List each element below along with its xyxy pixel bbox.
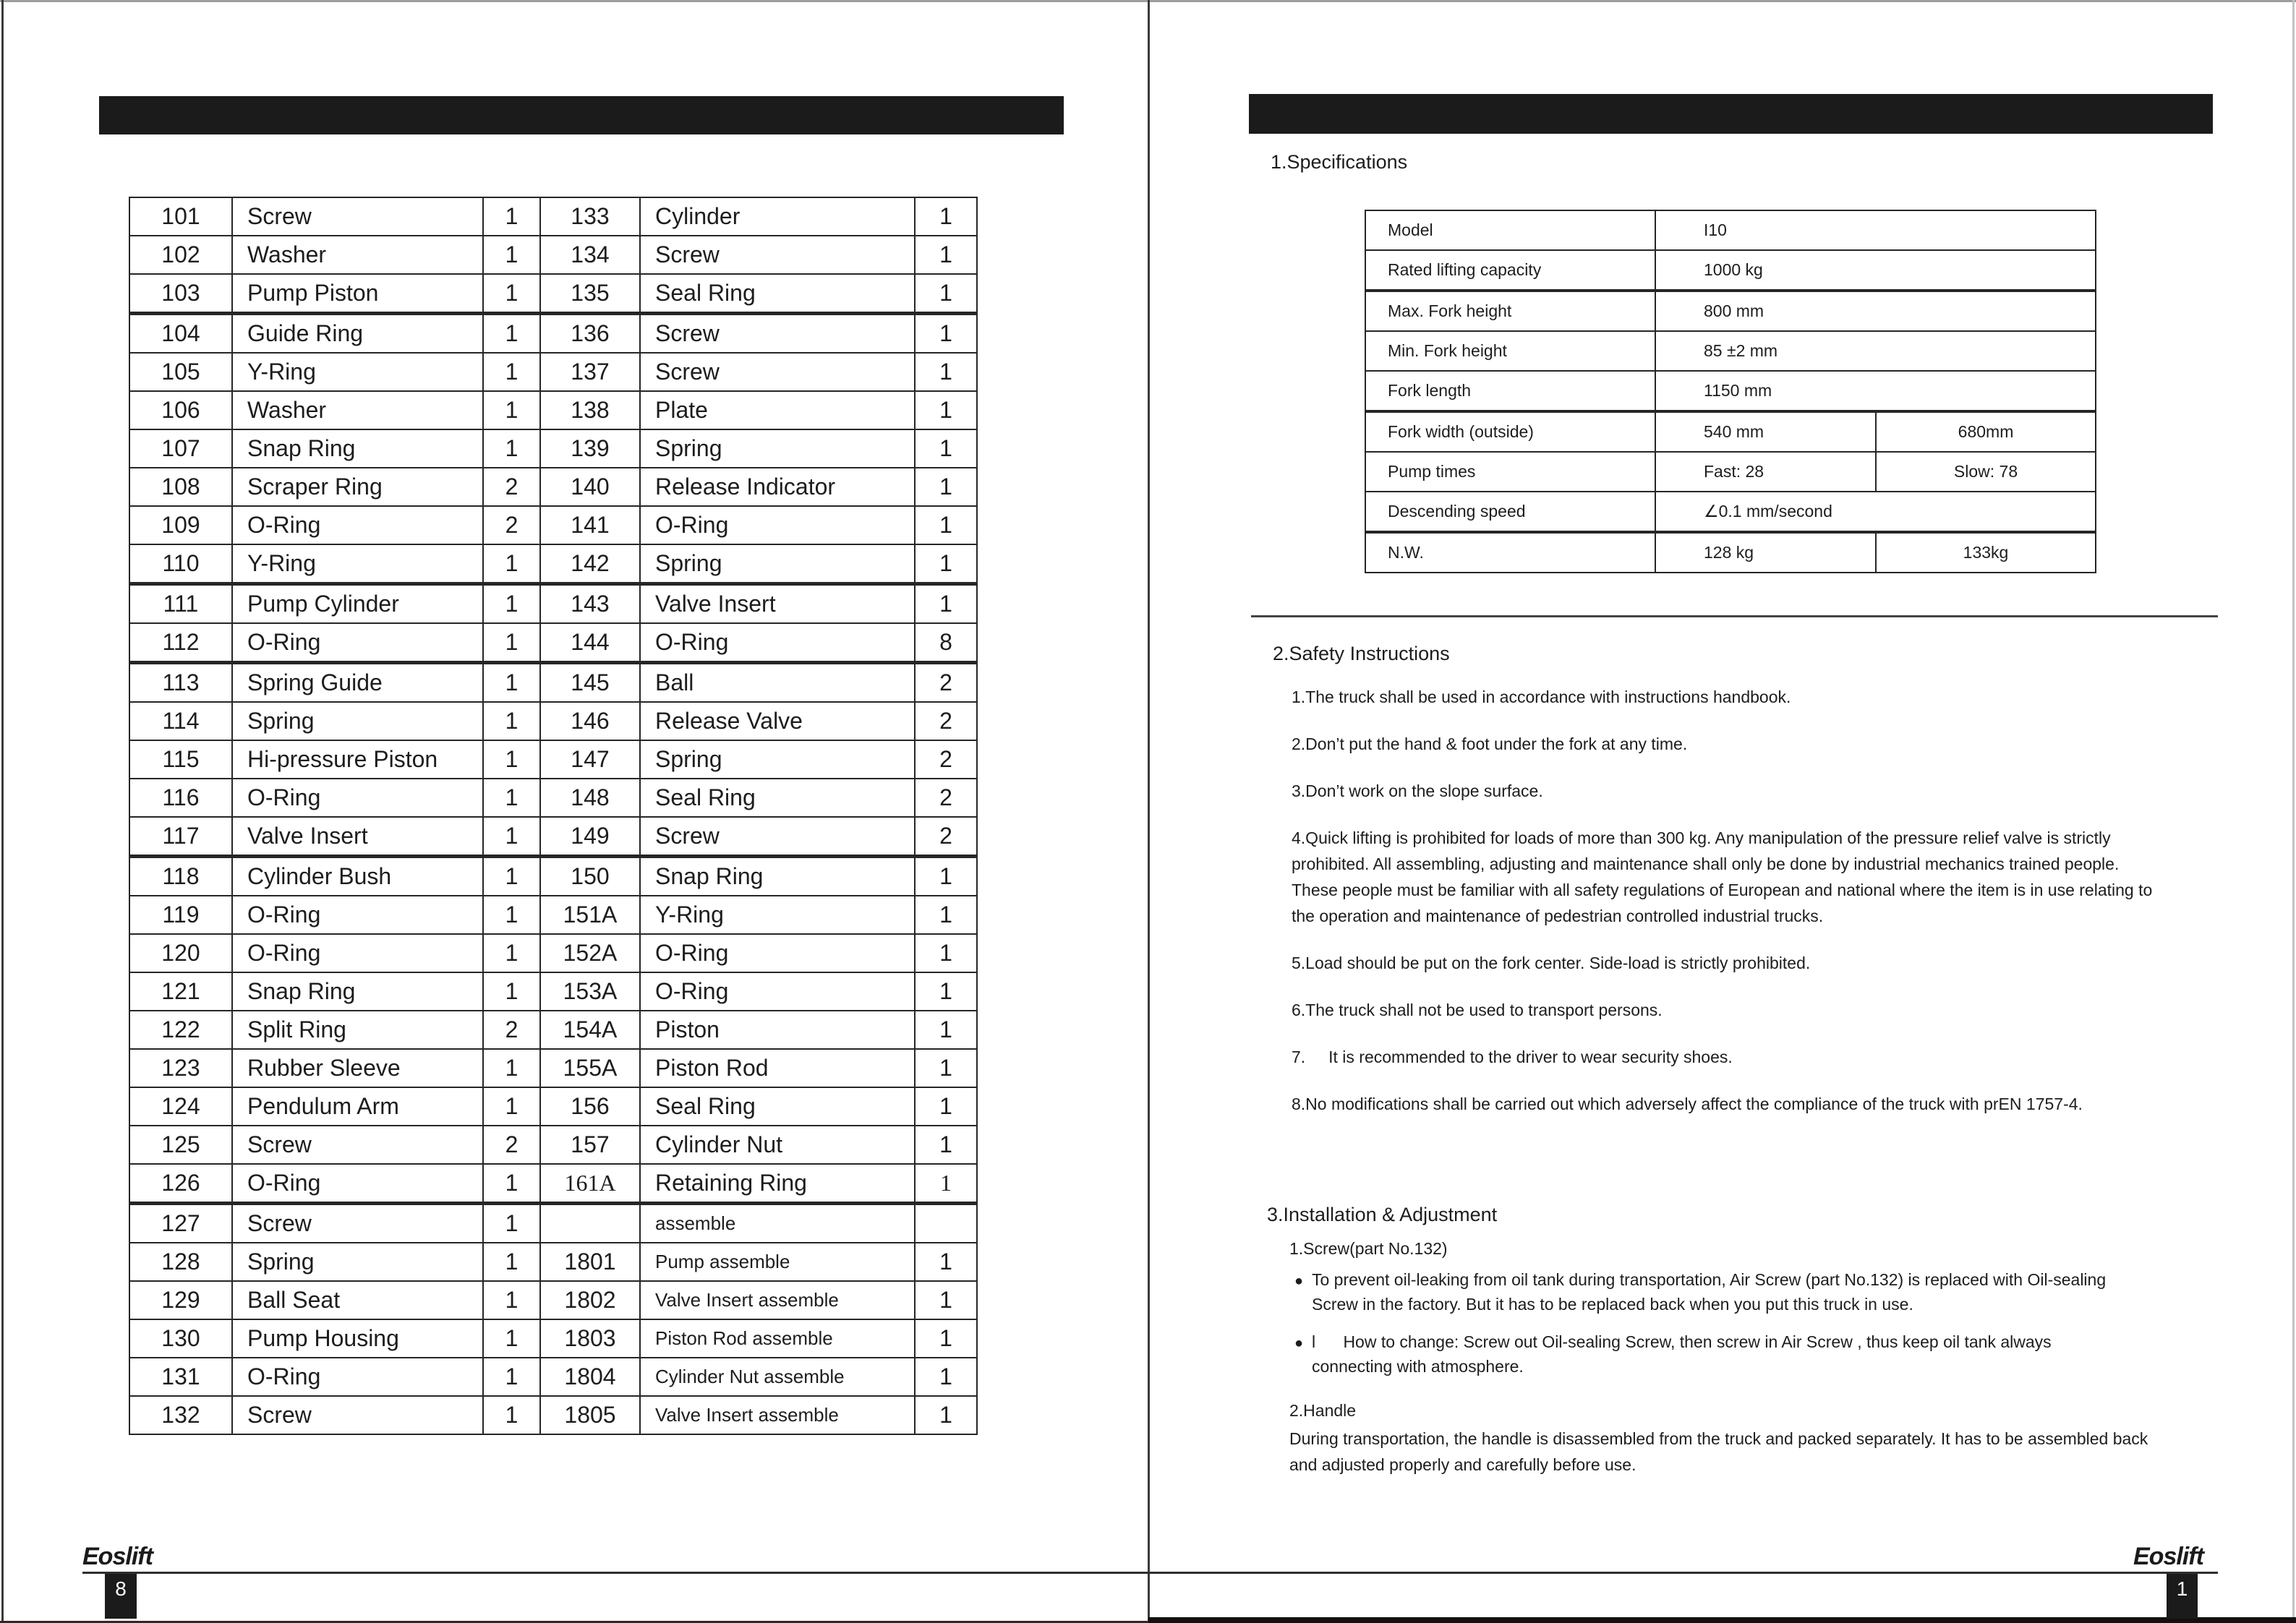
- page-right-edge: [2292, 0, 2295, 1623]
- part-number-left: 112: [129, 623, 232, 663]
- part-qty-left: 1: [483, 429, 540, 468]
- part-name-right: O-Ring: [640, 623, 915, 663]
- part-qty-right: 2: [915, 702, 977, 740]
- part-name-left: O-Ring: [232, 623, 483, 663]
- part-qty-left: 1: [483, 1087, 540, 1126]
- part-qty-left: 2: [483, 1126, 540, 1164]
- spec-value: 540 mm: [1655, 411, 1876, 452]
- table-row: [129, 274, 977, 314]
- part-qty-left: 1: [483, 702, 540, 740]
- part-name-right: Spring: [640, 429, 915, 468]
- part-number-left: 121: [129, 972, 232, 1011]
- part-name-right: Spring: [640, 740, 915, 779]
- part-number-right: 139: [540, 429, 640, 468]
- part-name-right: Release Indicator: [640, 468, 915, 506]
- part-number-right: 154A: [540, 1011, 640, 1049]
- part-number-right: 152A: [540, 934, 640, 972]
- part-qty-left: 1: [483, 779, 540, 817]
- brand-logo-right: Eoslift: [2133, 1543, 2203, 1570]
- part-qty-right: 1: [915, 274, 977, 314]
- part-name-right: Screw: [640, 353, 915, 391]
- table-row: [129, 1164, 977, 1204]
- part-number-right: 149: [540, 817, 640, 857]
- part-name-left: Pump Cylinder: [232, 584, 483, 624]
- spec-label: Fork width (outside): [1365, 411, 1655, 452]
- part-name-right: Cylinder Nut assemble: [640, 1358, 915, 1396]
- part-number-left: 104: [129, 314, 232, 354]
- part-qty-right: 8: [915, 623, 977, 663]
- part-name-left: Pump Piston: [232, 274, 483, 314]
- table-row: [129, 1358, 977, 1396]
- part-name-right: O-Ring: [640, 506, 915, 544]
- installation-sub1: 1.Screw(part No.132): [1289, 1239, 1448, 1258]
- part-name-left: Valve Insert: [232, 817, 483, 857]
- part-qty-left: 2: [483, 506, 540, 544]
- part-number-left: 102: [129, 236, 232, 274]
- part-number-right: 155A: [540, 1049, 640, 1087]
- part-qty-right: 1: [915, 1319, 977, 1358]
- spec-label: N.W.: [1365, 532, 1655, 573]
- part-qty-right: 1: [915, 1358, 977, 1396]
- part-qty-right: 2: [915, 817, 977, 857]
- table-row: [129, 1126, 977, 1164]
- part-name-right: Screw: [640, 314, 915, 354]
- safety-instruction-item: 1.The truck shall be used in accordance with instructions handbook.: [1292, 688, 1791, 706]
- table-row: [129, 1396, 977, 1434]
- part-name-right: Pump assemble: [640, 1243, 915, 1281]
- parts-list-table: [129, 197, 978, 1435]
- part-name-right: Piston: [640, 1011, 915, 1049]
- page-left-edge: [1, 0, 4, 1623]
- part-qty-right: 1: [915, 1281, 977, 1319]
- part-qty-left: 1: [483, 623, 540, 663]
- part-number-left: 126: [129, 1164, 232, 1204]
- part-name-right: Seal Ring: [640, 1087, 915, 1126]
- part-qty-right: 2: [915, 663, 977, 703]
- table-row: [129, 1204, 977, 1243]
- part-qty-right: 1: [915, 236, 977, 274]
- part-number-left: 107: [129, 429, 232, 468]
- spec-label: Rated lifting capacity: [1365, 250, 1655, 291]
- part-name-right: assemble: [640, 1204, 915, 1243]
- spec-value: I10: [1655, 210, 2096, 250]
- page-number-right: 1: [2167, 1574, 2198, 1619]
- spec-label: Descending speed: [1365, 492, 1655, 532]
- part-number-right: 1804: [540, 1358, 640, 1396]
- part-name-right: Cylinder: [640, 197, 915, 236]
- part-name-left: Screw: [232, 1204, 483, 1243]
- spec-row-descending-speed: [1365, 492, 2096, 532]
- bullet-icon: ●: [1294, 1273, 1304, 1289]
- part-number-right: 135: [540, 274, 640, 314]
- safety-instruction-item: 2.Don’t put the hand & foot under the fork at any time.: [1292, 735, 1688, 753]
- part-qty-right: 1: [915, 1164, 977, 1204]
- parts-list-table-wrap: [129, 197, 978, 1435]
- table-row: [129, 353, 977, 391]
- footer-rule: [82, 1572, 2218, 1574]
- part-number-left: 103: [129, 274, 232, 314]
- table-row: [129, 506, 977, 544]
- part-qty-left: 1: [483, 314, 540, 354]
- spec-value: 85 ±2 mm: [1655, 331, 2096, 371]
- part-name-right: Ball: [640, 663, 915, 703]
- part-name-right: Cylinder Nut: [640, 1126, 915, 1164]
- part-number-right: 141: [540, 506, 640, 544]
- part-number-right: 151A: [540, 896, 640, 934]
- spec-label: Fork length: [1365, 371, 1655, 411]
- installation-bullet-list: [1294, 1267, 2133, 1379]
- part-number-left: 101: [129, 197, 232, 236]
- part-qty-right: 2: [915, 779, 977, 817]
- bullet-text: l How to change: Screw out Oil-sealing Screw, then screw in Air Screw , thus keep oil tank always connecting with atmosphere.: [1312, 1332, 2052, 1376]
- part-name-left: Washer: [232, 236, 483, 274]
- table-row: [129, 779, 977, 817]
- spec-label: Min. Fork height: [1365, 331, 1655, 371]
- spec-value: 1150 mm: [1655, 371, 2096, 411]
- part-number-right: 1805: [540, 1396, 640, 1434]
- part-qty-left: 1: [483, 584, 540, 624]
- spec-table-wrap: [1365, 210, 2096, 573]
- spec-row-fork-width: [1365, 411, 2096, 452]
- part-qty-left: 1: [483, 857, 540, 896]
- part-name-left: Pendulum Arm: [232, 1087, 483, 1126]
- part-number-left: 129: [129, 1281, 232, 1319]
- part-number-right: 142: [540, 544, 640, 584]
- table-row: [129, 972, 977, 1011]
- part-number-left: 106: [129, 391, 232, 429]
- part-qty-left: 1: [483, 740, 540, 779]
- part-name-right: Valve Insert assemble: [640, 1396, 915, 1434]
- installation-bullet: [1294, 1267, 2133, 1316]
- table-row: [129, 197, 977, 236]
- part-qty-right: 1: [915, 429, 977, 468]
- part-name-left: Spring: [232, 702, 483, 740]
- part-qty-right: 1: [915, 314, 977, 354]
- part-name-left: Screw: [232, 1396, 483, 1434]
- part-number-left: 109: [129, 506, 232, 544]
- spec-value-alt: Slow: 78: [1876, 452, 2096, 492]
- part-name-right: Retaining Ring: [640, 1164, 915, 1204]
- handle-paragraph: During transportation, the handle is disassembled from the truck and packed separately. It has to be assembled back and adjusted properly and carefully before use.: [1289, 1429, 2148, 1474]
- part-qty-left: 1: [483, 1319, 540, 1358]
- part-number-left: 111: [129, 584, 232, 624]
- part-qty-right: 1: [915, 896, 977, 934]
- part-qty-left: 1: [483, 934, 540, 972]
- spec-row-model: [1365, 210, 2096, 250]
- part-number-right: 147: [540, 740, 640, 779]
- part-number-right: 146: [540, 702, 640, 740]
- part-number-left: 110: [129, 544, 232, 584]
- spec-value: 1000 kg: [1655, 250, 2096, 291]
- bottom-edge-right: [1148, 1617, 2296, 1623]
- table-row: [129, 1319, 977, 1358]
- part-number-left: 119: [129, 896, 232, 934]
- safety-instruction-item: 7. It is recommended to the driver to wear security shoes.: [1292, 1048, 1733, 1066]
- part-qty-left: 1: [483, 817, 540, 857]
- part-qty-right: [915, 1204, 977, 1243]
- part-qty-right: 1: [915, 972, 977, 1011]
- spec-row-min-height: [1365, 331, 2096, 371]
- part-name-left: Rubber Sleeve: [232, 1049, 483, 1087]
- safety-instruction-item: 4.Quick lifting is prohibited for loads of more than 300 kg. Any manipulation of the pressure relief valve is strictly prohibited. All assembling, adjusting and maintenance shall only be done by industrial mechanics trained people. These people must be familiar with all safety regulations of European and national where the item is in use relating to the operation and maintenance of pedestrian controlled industrial trucks.: [1292, 828, 2153, 925]
- table-row: [129, 1087, 977, 1126]
- part-number-left: 120: [129, 934, 232, 972]
- part-qty-left: 1: [483, 972, 540, 1011]
- part-qty-right: 1: [915, 1087, 977, 1126]
- part-qty-right: 1: [915, 857, 977, 896]
- part-qty-right: 1: [915, 544, 977, 584]
- part-number-right: 134: [540, 236, 640, 274]
- table-row: [129, 702, 977, 740]
- part-number-left: 123: [129, 1049, 232, 1087]
- part-name-left: Screw: [232, 1126, 483, 1164]
- spec-value: Fast: 28: [1655, 452, 1876, 492]
- part-number-left: 130: [129, 1319, 232, 1358]
- brand-logo-left: Eoslift: [82, 1543, 153, 1570]
- part-qty-right: 1: [915, 1049, 977, 1087]
- table-row: [129, 896, 977, 934]
- part-qty-left: 1: [483, 274, 540, 314]
- page-number-left: 8: [105, 1574, 137, 1619]
- part-qty-left: 1: [483, 1281, 540, 1319]
- part-qty-right: 1: [915, 1243, 977, 1281]
- part-qty-left: 1: [483, 1243, 540, 1281]
- part-name-left: Ball Seat: [232, 1281, 483, 1319]
- table-row: [129, 1281, 977, 1319]
- part-name-right: Y-Ring: [640, 896, 915, 934]
- part-qty-left: 1: [483, 896, 540, 934]
- table-row: [129, 817, 977, 857]
- part-name-right: Release Valve: [640, 702, 915, 740]
- part-name-right: O-Ring: [640, 934, 915, 972]
- part-name-left: Snap Ring: [232, 429, 483, 468]
- part-qty-left: 1: [483, 544, 540, 584]
- table-row: [129, 740, 977, 779]
- part-qty-right: 1: [915, 197, 977, 236]
- part-qty-left: 1: [483, 353, 540, 391]
- part-qty-left: 2: [483, 468, 540, 506]
- part-number-left: 125: [129, 1126, 232, 1164]
- part-number-right: 137: [540, 353, 640, 391]
- part-qty-right: 1: [915, 391, 977, 429]
- spec-row-max-height: [1365, 291, 2096, 331]
- installation-sub2: 2.Handle: [1289, 1401, 1357, 1420]
- safety-instruction-item: 8.No modifications shall be carried out which adversely affect the compliance of the truck with prEN 1757-4.: [1292, 1095, 2083, 1113]
- part-name-left: O-Ring: [232, 506, 483, 544]
- part-name-left: O-Ring: [232, 1358, 483, 1396]
- part-name-left: Y-Ring: [232, 544, 483, 584]
- part-number-left: 113: [129, 663, 232, 703]
- part-number-right: 148: [540, 779, 640, 817]
- part-qty-right: 2: [915, 740, 977, 779]
- part-qty-left: 1: [483, 1164, 540, 1204]
- table-row: [129, 584, 977, 624]
- part-number-right: [540, 1204, 640, 1243]
- part-number-left: 128: [129, 1243, 232, 1281]
- parts-table-body: [129, 197, 977, 1434]
- part-qty-left: 1: [483, 1358, 540, 1396]
- part-number-left: 115: [129, 740, 232, 779]
- part-qty-right: 1: [915, 584, 977, 624]
- part-number-right: 1801: [540, 1243, 640, 1281]
- part-number-right: 140: [540, 468, 640, 506]
- part-number-left: 127: [129, 1204, 232, 1243]
- table-row: [129, 544, 977, 584]
- part-number-right: 156: [540, 1087, 640, 1126]
- table-row: [129, 1243, 977, 1281]
- part-qty-right: 1: [915, 1126, 977, 1164]
- part-number-left: 131: [129, 1358, 232, 1396]
- spec-row-capacity: [1365, 250, 2096, 291]
- part-number-right: 136: [540, 314, 640, 354]
- part-qty-left: 1: [483, 663, 540, 703]
- spec-label: Max. Fork height: [1365, 291, 1655, 331]
- bullet-text: To prevent oil-leaking from oil tank during transportation, Air Screw (part No.132) is replaced with Oil-sealing Screw in the factory. But it has to be replaced back when you put this truck in use.: [1312, 1270, 2107, 1314]
- part-name-right: Piston Rod: [640, 1049, 915, 1087]
- part-name-left: O-Ring: [232, 1164, 483, 1204]
- table-row: [129, 934, 977, 972]
- safety-instruction-list: [1292, 684, 2156, 1138]
- left-header-bar: [99, 96, 1064, 134]
- part-number-left: 116: [129, 779, 232, 817]
- part-name-left: Hi-pressure Piston: [232, 740, 483, 779]
- page-center-divider: [1148, 0, 1150, 1623]
- part-name-right: Spring: [640, 544, 915, 584]
- part-number-right: 161A: [540, 1164, 640, 1204]
- table-row: [129, 429, 977, 468]
- part-name-left: Guide Ring: [232, 314, 483, 354]
- section-divider-rule: [1251, 615, 2218, 617]
- part-number-left: 108: [129, 468, 232, 506]
- right-header-bar: [1249, 94, 2213, 134]
- part-number-left: 124: [129, 1087, 232, 1126]
- part-number-left: 122: [129, 1011, 232, 1049]
- part-number-right: 144: [540, 623, 640, 663]
- part-name-left: Spring Guide: [232, 663, 483, 703]
- part-qty-right: 1: [915, 934, 977, 972]
- part-name-right: Piston Rod assemble: [640, 1319, 915, 1358]
- spec-value: ∠0.1 mm/second: [1655, 492, 2096, 532]
- table-row: [129, 623, 977, 663]
- table-row: [129, 1049, 977, 1087]
- spec-value: 800 mm: [1655, 291, 2096, 331]
- part-name-left: O-Ring: [232, 896, 483, 934]
- part-number-right: 1803: [540, 1319, 640, 1358]
- part-qty-left: 2: [483, 1011, 540, 1049]
- table-row: [129, 468, 977, 506]
- safety-heading: 2.Safety Instructions: [1273, 643, 1450, 664]
- part-number-right: 133: [540, 197, 640, 236]
- part-name-left: Y-Ring: [232, 353, 483, 391]
- part-name-right: Seal Ring: [640, 779, 915, 817]
- part-number-right: 150: [540, 857, 640, 896]
- part-qty-right: 1: [915, 353, 977, 391]
- part-name-left: O-Ring: [232, 779, 483, 817]
- spec-value-alt: 680mm: [1876, 411, 2096, 452]
- part-number-right: 145: [540, 663, 640, 703]
- part-number-right: 143: [540, 584, 640, 624]
- part-qty-right: 1: [915, 506, 977, 544]
- part-qty-left: 1: [483, 1204, 540, 1243]
- part-qty-right: 1: [915, 1011, 977, 1049]
- part-name-left: Screw: [232, 197, 483, 236]
- spec-value-alt: 133kg: [1876, 532, 2096, 573]
- part-name-left: Washer: [232, 391, 483, 429]
- part-name-right: Screw: [640, 817, 915, 857]
- part-name-right: Snap Ring: [640, 857, 915, 896]
- table-row: [129, 314, 977, 354]
- part-name-left: Scraper Ring: [232, 468, 483, 506]
- part-qty-left: 1: [483, 236, 540, 274]
- part-name-right: O-Ring: [640, 972, 915, 1011]
- part-name-left: Cylinder Bush: [232, 857, 483, 896]
- part-number-left: 117: [129, 817, 232, 857]
- part-number-left: 132: [129, 1396, 232, 1434]
- bullet-icon: ●: [1294, 1335, 1304, 1351]
- part-number-right: 157: [540, 1126, 640, 1164]
- spec-row-fork-length: [1365, 371, 2096, 411]
- part-number-right: 138: [540, 391, 640, 429]
- part-number-right: 1802: [540, 1281, 640, 1319]
- safety-instruction-item: 6.The truck shall not be used to transport persons.: [1292, 1001, 1663, 1019]
- specifications-heading: 1.Specifications: [1271, 151, 1408, 173]
- part-qty-right: 1: [915, 1396, 977, 1434]
- part-qty-left: 1: [483, 391, 540, 429]
- part-number-right: 153A: [540, 972, 640, 1011]
- part-name-right: Seal Ring: [640, 274, 915, 314]
- table-row: [129, 663, 977, 703]
- table-row: [129, 236, 977, 274]
- table-row: [129, 391, 977, 429]
- spec-label: Pump times: [1365, 452, 1655, 492]
- part-qty-left: 1: [483, 197, 540, 236]
- part-name-right: Screw: [640, 236, 915, 274]
- spec-label: Model: [1365, 210, 1655, 250]
- part-name-left: Snap Ring: [232, 972, 483, 1011]
- part-qty-right: 1: [915, 468, 977, 506]
- part-name-right: Plate: [640, 391, 915, 429]
- safety-instruction-item: 5.Load should be put on the fork center. Side-load is strictly prohibited.: [1292, 954, 1811, 972]
- safety-instruction-item: 3.Don’t work on the slope surface.: [1292, 781, 1543, 800]
- part-name-left: Spring: [232, 1243, 483, 1281]
- part-qty-left: 1: [483, 1396, 540, 1434]
- part-qty-left: 1: [483, 1049, 540, 1087]
- installation-bullet: [1294, 1329, 2133, 1379]
- table-row: [129, 1011, 977, 1049]
- spec-table: [1365, 210, 2096, 573]
- part-name-right: Valve Insert assemble: [640, 1281, 915, 1319]
- part-name-left: O-Ring: [232, 934, 483, 972]
- part-number-left: 114: [129, 702, 232, 740]
- spec-row-net-weight: [1365, 532, 2096, 573]
- table-row: [129, 857, 977, 896]
- spec-row-pump-times: [1365, 452, 2096, 492]
- part-number-left: 118: [129, 857, 232, 896]
- spec-value: 128 kg: [1655, 532, 1876, 573]
- part-name-left: Pump Housing: [232, 1319, 483, 1358]
- part-name-right: Valve Insert: [640, 584, 915, 624]
- installation-heading: 3.Installation & Adjustment: [1267, 1204, 1498, 1225]
- part-name-left: Split Ring: [232, 1011, 483, 1049]
- part-number-left: 105: [129, 353, 232, 391]
